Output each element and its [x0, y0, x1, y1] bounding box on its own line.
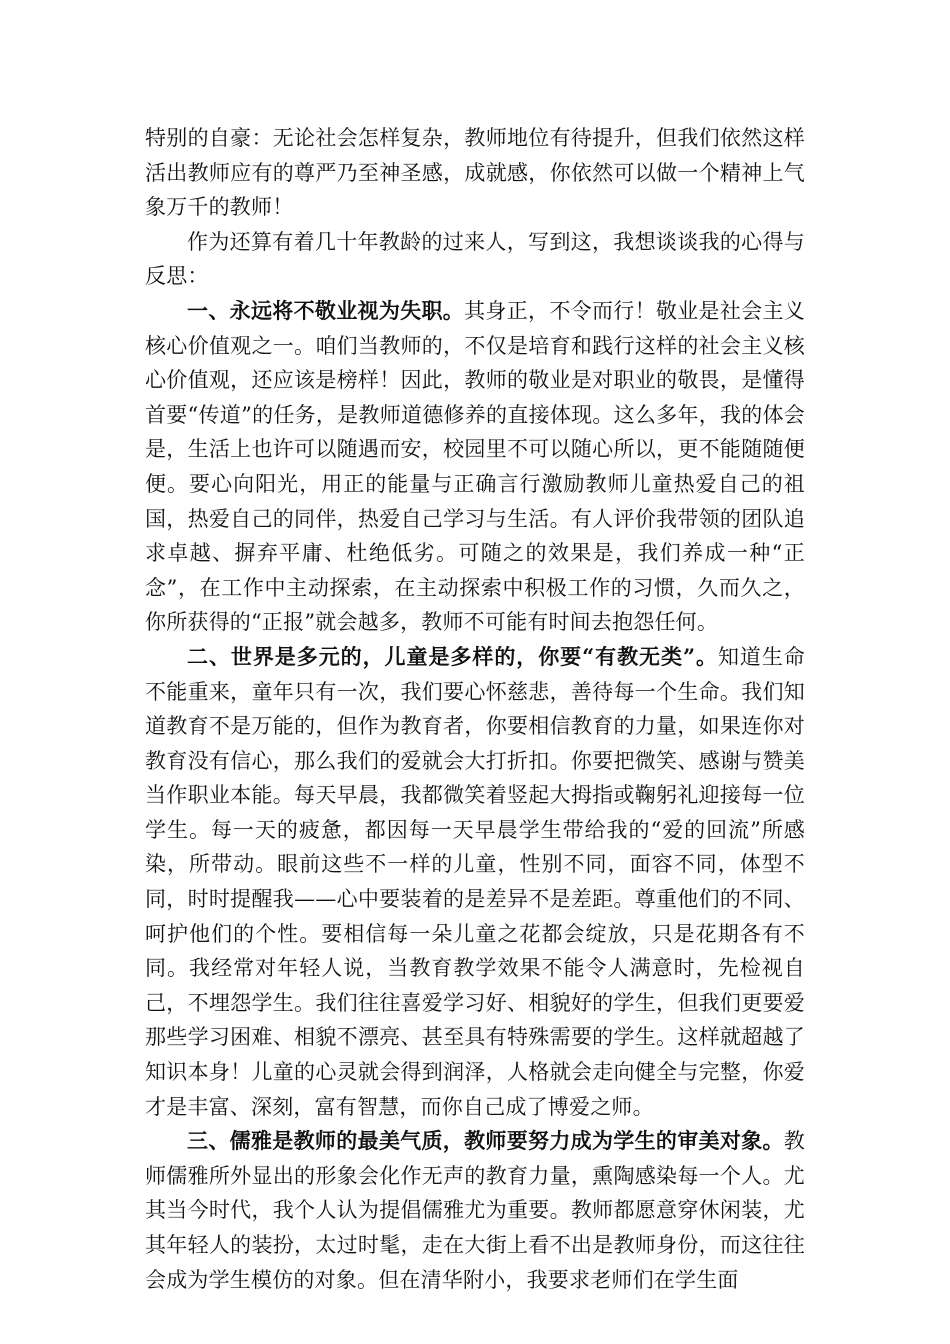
- point-heading: 三、儒雅是教师的最美气质，教师要努力成为学生的审美对象。: [187, 1128, 784, 1154]
- paragraph-text: 作为还算有着几十年教龄的过来人，写到这，我想谈谈我的心得与反思：: [145, 229, 805, 289]
- paragraph-text: 其身正，不令而行！敬业是社会主义核心价值观之一。咱们当教师的，不仅是培育和践行这样的社会主义核心价值观，还应该是榜样！因此，教师的敬业是对职业的敬畏，是懂得首要“传道”的任务，是教师道德修养的直接体现。这么多年，我的体会是，生活上也许可以随遇而安，校园里不可以随心所以，更不能随随便便。要心向阳光，用正的能量与正确言行激励教师儿童热爱自己的祖国，热爱自己的同伴，热爱自己学习与生活。有人评价我带领的团队追求卓越、摒弃平庸、杜绝低劣。可随之的效果是，我们养成一种“正念”，在工作中主动探索，在主动探索中积极工作的习惯，久而久之，你所获得的“正报”就会越多，教师不可能有时间去抱怨任何。: [145, 298, 805, 635]
- document-page: [145, 121, 805, 1297]
- point-heading: 二、世界是多元的，儿童是多样的，你要“有教无类”。: [187, 643, 718, 669]
- paragraph-point-two: [145, 640, 805, 1124]
- paragraph-point-one: [145, 294, 805, 640]
- paragraph-text: 特别的自豪：无论社会怎样复杂，教师地位有待提升，但我们依然这样活出教师应有的尊严乃至神圣感，成就感，你依然可以做一个精神上气象万千的教师！: [145, 126, 805, 220]
- point-heading: 一、永远将不敬业视为失职。: [187, 297, 465, 323]
- paragraph-continuation: [145, 121, 805, 225]
- paragraph-text: 教师儒雅所外显出的形象会化作无声的教育力量，熏陶感染每一个人。尤其当今时代，我个人认为提倡儒雅尤为重要。教师都愿意穿休闲装，尤其年轻人的装扮，太过时髦，走在大街上看不出是教师身份，而这往往会成为学生模仿的对象。但在清华附小，我要求老师们在学生面: [145, 1129, 805, 1292]
- paragraph-point-three: [145, 1124, 805, 1297]
- paragraph-reflection-intro: [145, 225, 805, 294]
- paragraph-text: 知道生命不能重来，童年只有一次，我们要心怀慈悲，善待每一个生命。我们知道教育不是万能的，但作为教育者，你要相信教育的力量，如果连你对教育没有信心，那么我们的爱就会大打折扣。你要把微笑、感谢与赞美当作职业本能。每天早晨，我都微笑着竖起大拇指或鞠躬礼迎接每一位学生。每一天的疲惫，都因每一天早晨学生带给我的“爱的回流”所感染，所带动。眼前这些不一样的儿童，性别不同，面容不同，体型不同，时时提醒我——心中要装着的是差异不是差距。尊重他们的不同、呵护他们的个性。要相信每一朵儿童之花都会绽放，只是花期各有不同。我经常对年轻人说，当教育教学效果不能令人满意时，先检视自己，不埋怨学生。我们往往喜爱学习好、相貌好的学生，但我们更要爱那些学习困难、相貌不漂亮、甚至具有特殊需要的学生。这样就超越了知识本身！儿童的心灵就会得到润泽，人格就会走向健全与完整，你爱才是丰富、深刻，富有智慧，而你自己成了博爱之师。: [145, 644, 805, 1119]
